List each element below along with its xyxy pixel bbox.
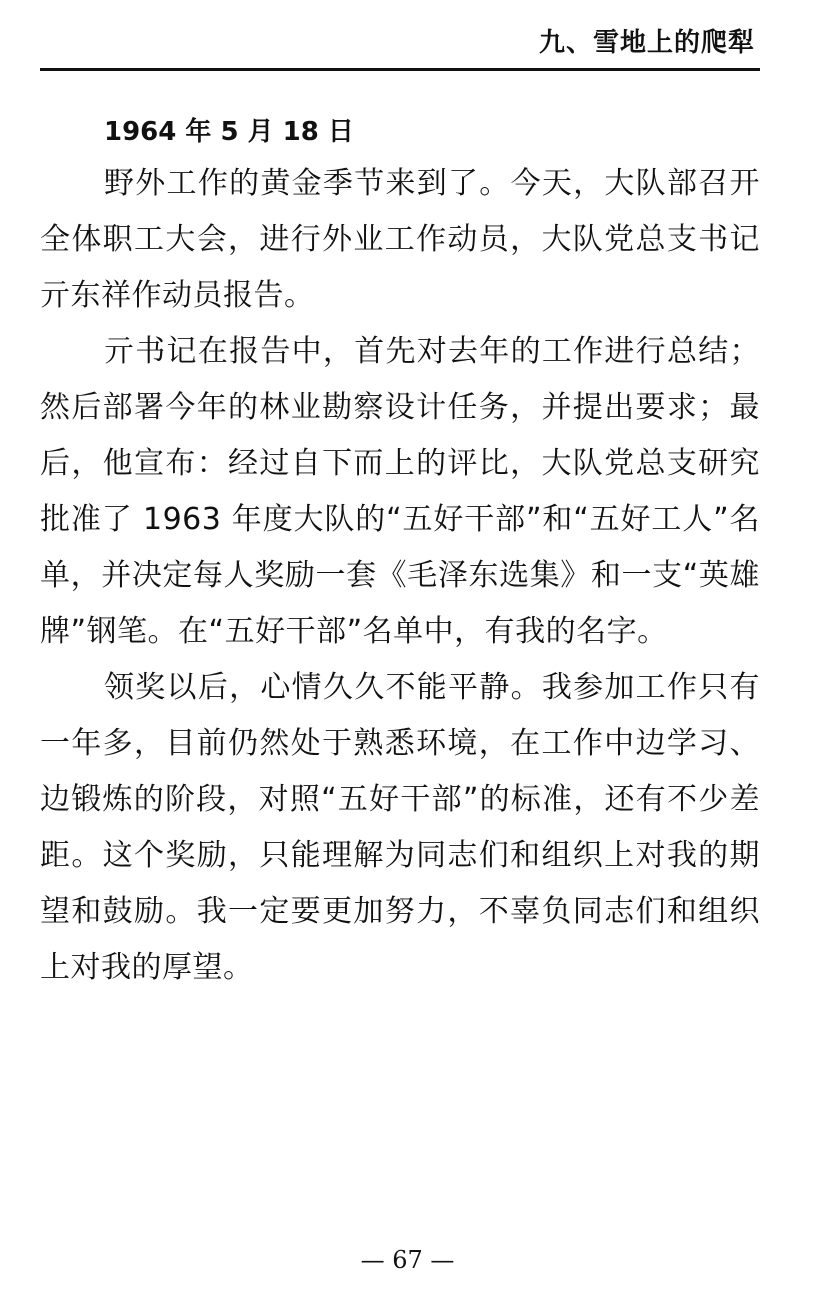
page-number: — 67 —: [360, 1246, 455, 1274]
header-rule: [40, 68, 760, 71]
paragraph-1: 野外工作的黄金季节来到了。今天，大队部召开全体职工大会，进行外业工作动员，大队党总支书记亓东祥作动员报告。: [40, 166, 760, 313]
running-header-title: 九、雪地上的爬犁: [538, 28, 755, 58]
page-body: [40, 108, 760, 996]
paragraph-3: 领奖以后，心情久久不能平静。我参加工作只有一年多，目前仍然处于熟悉环境，在工作中边学习、边锻炼的阶段，对照“五好干部”的标准，还有不少差距。这个奖励，只能理解为同志们和组织上对我的期望和鼓励。我一定要更加努力，不辜负同志们和组织上对我的厚望。: [40, 670, 760, 985]
paragraph-2: 亓书记在报告中，首先对去年的工作进行总结；然后部署今年的林业勘察设计任务，并提出要求；最后，他宣布：经过自下而上的评比，大队党总支研究批准了 1963 年度大队的“五好干部”和“五好工人”名单，并决定每人奖励一套《毛泽东选集》和一支“英雄牌”钢笔。在“五好干部”名单中，有我的名字。: [40, 334, 760, 649]
entry-date: 1964 年 5 月 18 日: [104, 117, 354, 147]
